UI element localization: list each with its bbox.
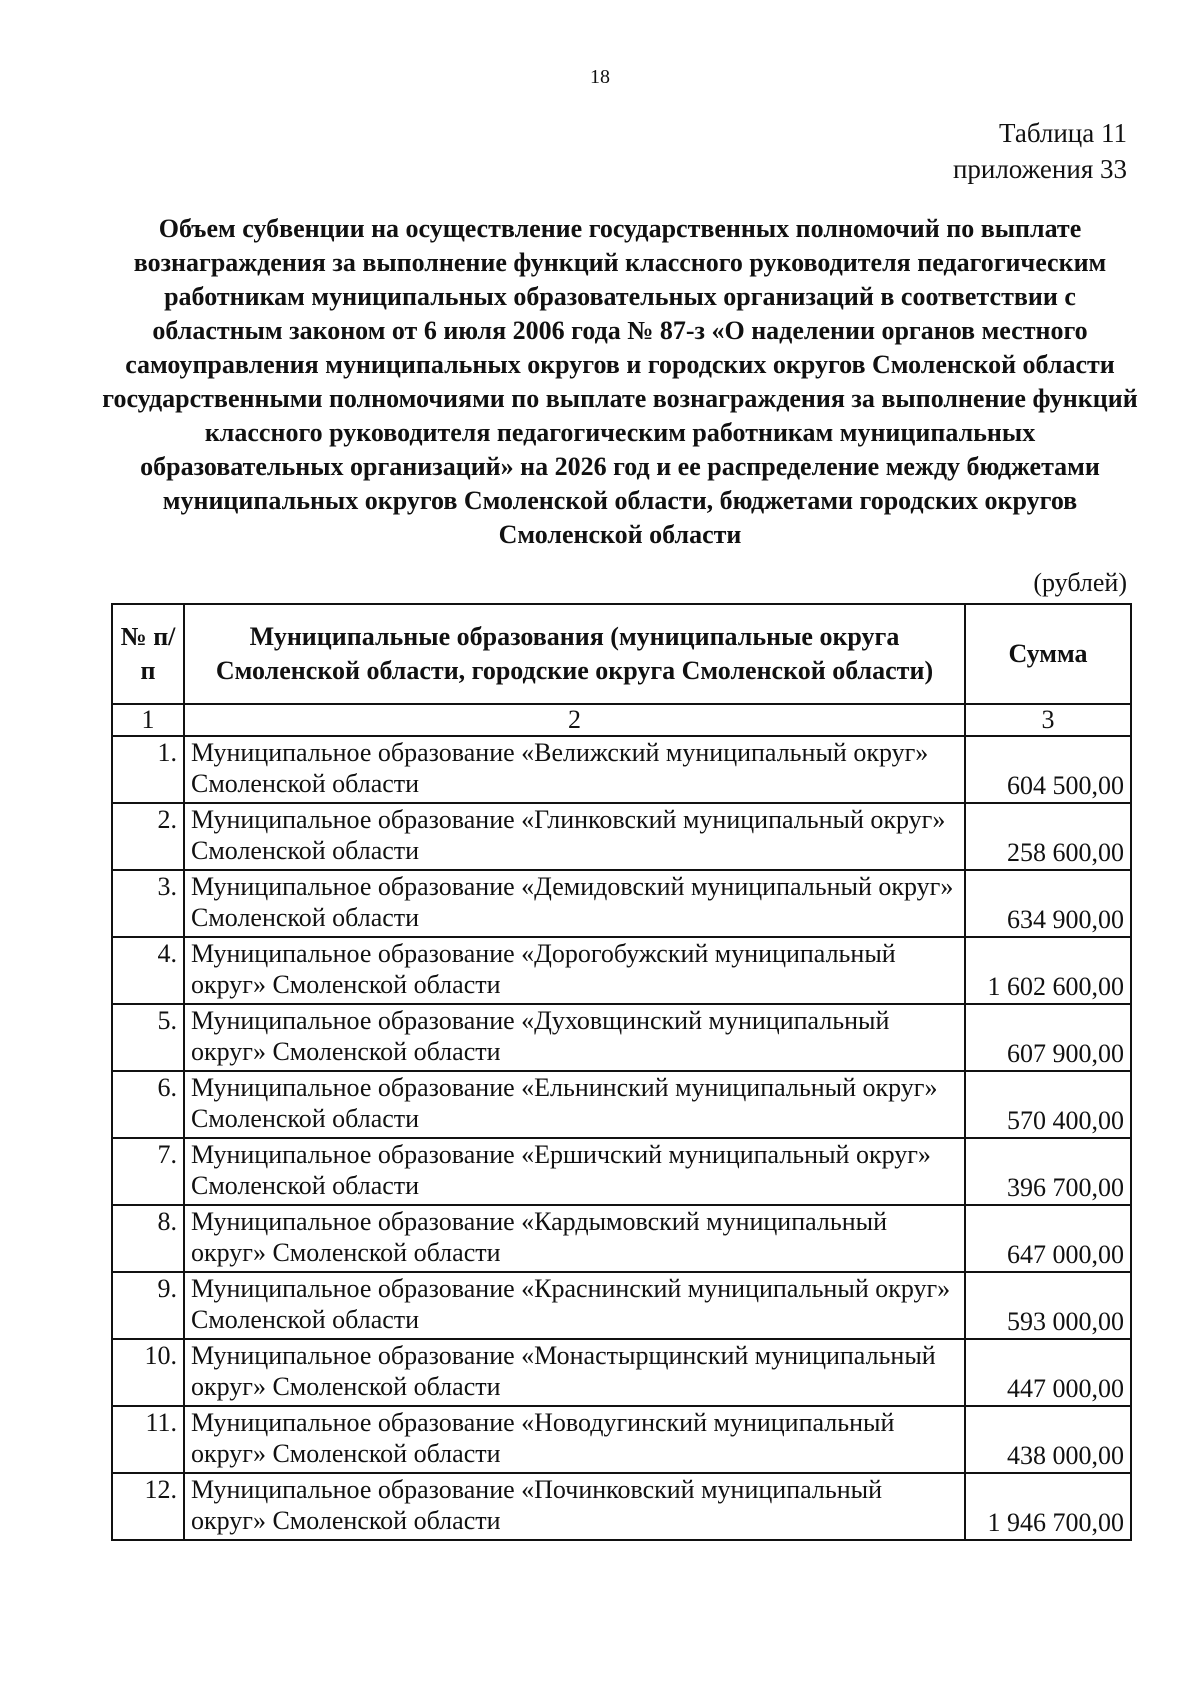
header-municipality: Муниципальные образования (муниципальные округа Смоленской области, городские округа Смоленской области) xyxy=(184,604,965,704)
column-index-2: 2 xyxy=(184,704,965,736)
header-sum: Сумма xyxy=(965,604,1131,704)
row-sum: 607 900,00 xyxy=(965,1004,1131,1071)
row-sum: 447 000,00 xyxy=(965,1339,1131,1406)
table-row xyxy=(112,1406,1131,1473)
page-number: 18 xyxy=(590,66,610,88)
column-index-3: 3 xyxy=(965,704,1131,736)
table-row xyxy=(112,1473,1131,1540)
row-number: 12. xyxy=(112,1473,184,1540)
row-sum: 396 700,00 xyxy=(965,1138,1131,1205)
row-municipality: Муниципальное образование «Кардымовский муниципальный округ» Смоленской области xyxy=(184,1205,965,1272)
row-municipality: Муниципальное образование «Монастырщинский муниципальный округ» Смоленской области xyxy=(184,1339,965,1406)
table-header-row xyxy=(112,604,1131,704)
table-reference xyxy=(953,115,1127,187)
table-row xyxy=(112,1138,1131,1205)
row-sum: 438 000,00 xyxy=(965,1406,1131,1473)
row-municipality: Муниципальное образование «Глинковский муниципальный округ» Смоленской области xyxy=(184,803,965,870)
row-sum: 570 400,00 xyxy=(965,1071,1131,1138)
table-body xyxy=(112,736,1131,1540)
table-reference-line-2: приложения 33 xyxy=(952,154,1127,184)
row-sum: 647 000,00 xyxy=(965,1205,1131,1272)
row-municipality: Муниципальное образование «Демидовский муниципальный округ» Смоленской области xyxy=(184,870,965,937)
row-number: 3. xyxy=(112,870,184,937)
table-row xyxy=(112,1272,1131,1339)
row-sum: 634 900,00 xyxy=(965,870,1131,937)
row-sum: 1 602 600,00 xyxy=(965,937,1131,1004)
table-row xyxy=(112,1004,1131,1071)
row-number: 6. xyxy=(112,1071,184,1138)
table-row xyxy=(112,803,1131,870)
row-municipality: Муниципальное образование «Починковский муниципальный округ» Смоленской области xyxy=(184,1473,965,1540)
row-municipality: Муниципальное образование «Новодугинский муниципальный округ» Смоленской области xyxy=(184,1406,965,1473)
allocation-table xyxy=(111,603,1132,1541)
document-title: Объем субвенции на осуществление государственных полномочий по выплате вознаграждения за выполнение функций классного руководителя педагогическим работникам муниципальных образовательных организаций в соответствии с областным законом от 6 июля 2006 года № 87-з «О наделении органов местного самоуправления муниципальных округов и городских округов Смоленской области государственными полномочиями по выплате вознаграждения за выполнение функций классного руководителя педагогическим работникам муниципальных образовательных организаций» на 2026 год и ее распределение между бюджетами муниципальных округов Смоленской области, бюджетами городских округов Смоленской области xyxy=(102,214,1138,549)
table-reference-line-1: Таблица 11 xyxy=(999,118,1127,148)
table-row xyxy=(112,870,1131,937)
table-row xyxy=(112,1071,1131,1138)
table-row xyxy=(112,1205,1131,1272)
row-municipality: Муниципальное образование «Велижский муниципальный округ» Смоленской области xyxy=(184,736,965,803)
row-municipality: Муниципальное образование «Краснинский муниципальный округ» Смоленской области xyxy=(184,1272,965,1339)
table-row xyxy=(112,736,1131,803)
column-index-1: 1 xyxy=(112,704,184,736)
row-municipality: Муниципальное образование «Духовщинский муниципальный округ» Смоленской области xyxy=(184,1004,965,1071)
table-row xyxy=(112,1339,1131,1406)
row-number: 9. xyxy=(112,1272,184,1339)
row-number: 7. xyxy=(112,1138,184,1205)
table-row xyxy=(112,937,1131,1004)
row-sum: 593 000,00 xyxy=(965,1272,1131,1339)
units-label: (рублей) xyxy=(1033,568,1127,597)
row-number: 4. xyxy=(112,937,184,1004)
row-number: 8. xyxy=(112,1205,184,1272)
header-number: № п/п xyxy=(112,604,184,704)
row-number: 2. xyxy=(112,803,184,870)
row-number: 5. xyxy=(112,1004,184,1071)
row-sum: 1 946 700,00 xyxy=(965,1473,1131,1540)
column-index-row xyxy=(112,704,1131,736)
row-municipality: Муниципальное образование «Ельнинский муниципальный округ» Смоленской области xyxy=(184,1071,965,1138)
row-municipality: Муниципальное образование «Ершичский муниципальный округ» Смоленской области xyxy=(184,1138,965,1205)
row-number: 10. xyxy=(112,1339,184,1406)
row-number: 11. xyxy=(112,1406,184,1473)
row-sum: 604 500,00 xyxy=(965,736,1131,803)
row-municipality: Муниципальное образование «Дорогобужский муниципальный округ» Смоленской области xyxy=(184,937,965,1004)
row-sum: 258 600,00 xyxy=(965,803,1131,870)
row-number: 1. xyxy=(112,736,184,803)
